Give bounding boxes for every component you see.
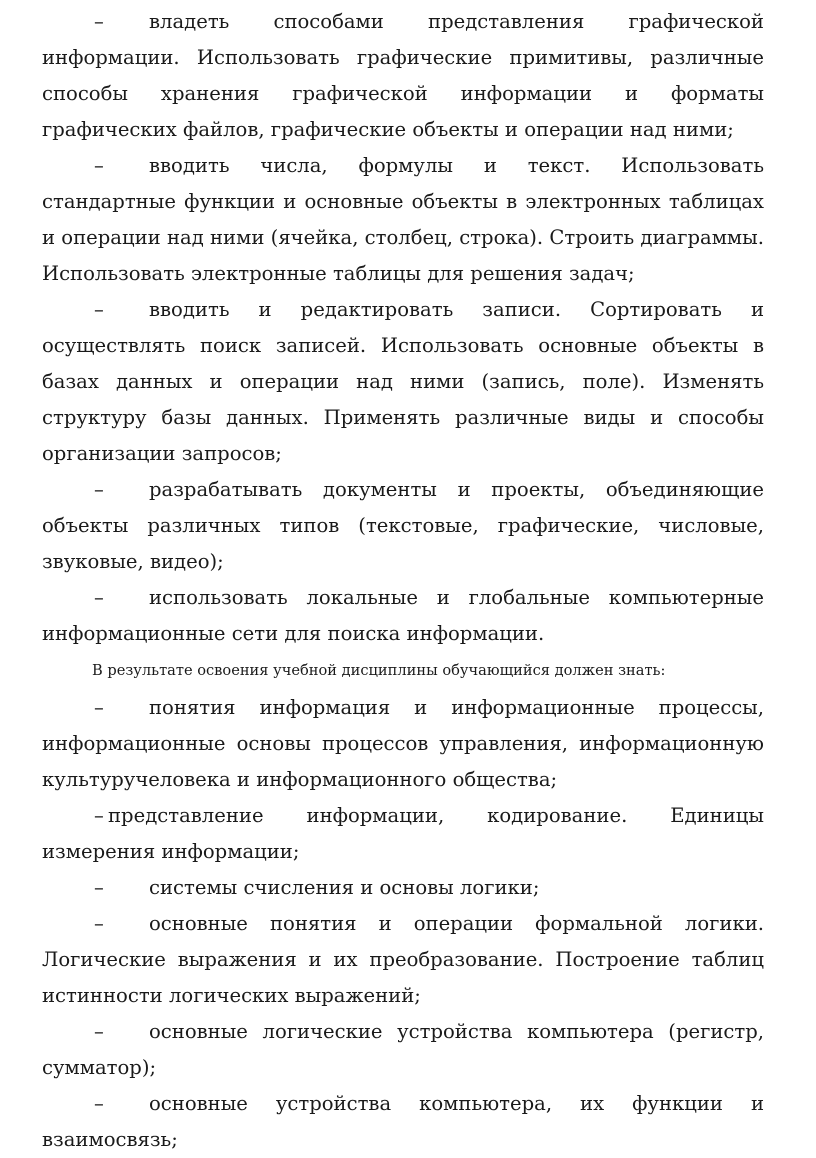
list-item-text: основные логические устройства компьютера (регистр, сумматор); [42, 1020, 764, 1079]
skills-item-1 [42, 4, 764, 148]
list-dash: – [94, 804, 104, 827]
list-item-text: представление информации, кодирование. Единицы измерения информации; [42, 804, 764, 863]
list-dash: – [94, 876, 104, 899]
skills-item-4 [42, 472, 764, 580]
list-item-text: вводить числа, формулы и текст. Использовать стандартные функции и основные объекты в электронных таблицах и операции над ними (ячейка, столбец, строка). Строить диаграммы. Использовать электронные таблицы для решения задач; [42, 154, 764, 285]
knowledge-intro: В результате освоения учебной дисциплины обучающийся должен знать: [92, 662, 666, 679]
skills-item-3 [42, 292, 764, 472]
knowledge-item-1 [42, 690, 764, 798]
list-item-text: системы счисления и основы логики; [149, 876, 540, 899]
list-dash: – [94, 1092, 104, 1115]
list-item-text: понятия информация и информационные процессы, информационные основы процессов управления, информационную культуручеловека и информационного общества; [42, 696, 764, 791]
list-dash: – [94, 298, 104, 321]
knowledge-item-3 [42, 870, 764, 906]
list-dash: – [94, 912, 104, 935]
list-dash: – [94, 696, 104, 719]
list-item-text: основные устройства компьютера, их функции и взаимосвязь; [42, 1092, 764, 1151]
knowledge-item-5 [42, 1014, 764, 1086]
skills-item-5 [42, 580, 764, 652]
list-dash: – [94, 154, 104, 177]
list-dash: – [94, 1020, 104, 1043]
knowledge-item-6 [42, 1086, 764, 1158]
list-item-text: разрабатывать документы и проекты, объединяющие объекты различных типов (текстовые, графические, числовые, звуковые, видео); [42, 478, 764, 573]
list-dash: – [94, 586, 104, 609]
list-item-text: владеть способами представления графической информации. Использовать графические примитивы, различные способы хранения графической информации и форматы графических файлов, графические объекты и операции над ними; [42, 10, 764, 141]
list-item-text: использовать локальные и глобальные компьютерные информационные сети для поиска информации. [42, 586, 764, 645]
list-item-text: вводить и редактировать записи. Сортировать и осуществлять поиск записей. Использовать основные объекты в базах данных и операции над ними (запись, поле). Изменять структуру базы данных. Применять различные виды и способы организации запросов; [42, 298, 764, 465]
skills-item-2 [42, 148, 764, 292]
list-dash: – [94, 478, 104, 501]
list-dash: – [94, 10, 104, 33]
knowledge-item-4 [42, 906, 764, 1014]
list-item-text: основные понятия и операции формальной логики. Логические выражения и их преобразование. Построение таблиц истинности логических выражений; [42, 912, 764, 1007]
knowledge-item-2 [42, 798, 764, 870]
